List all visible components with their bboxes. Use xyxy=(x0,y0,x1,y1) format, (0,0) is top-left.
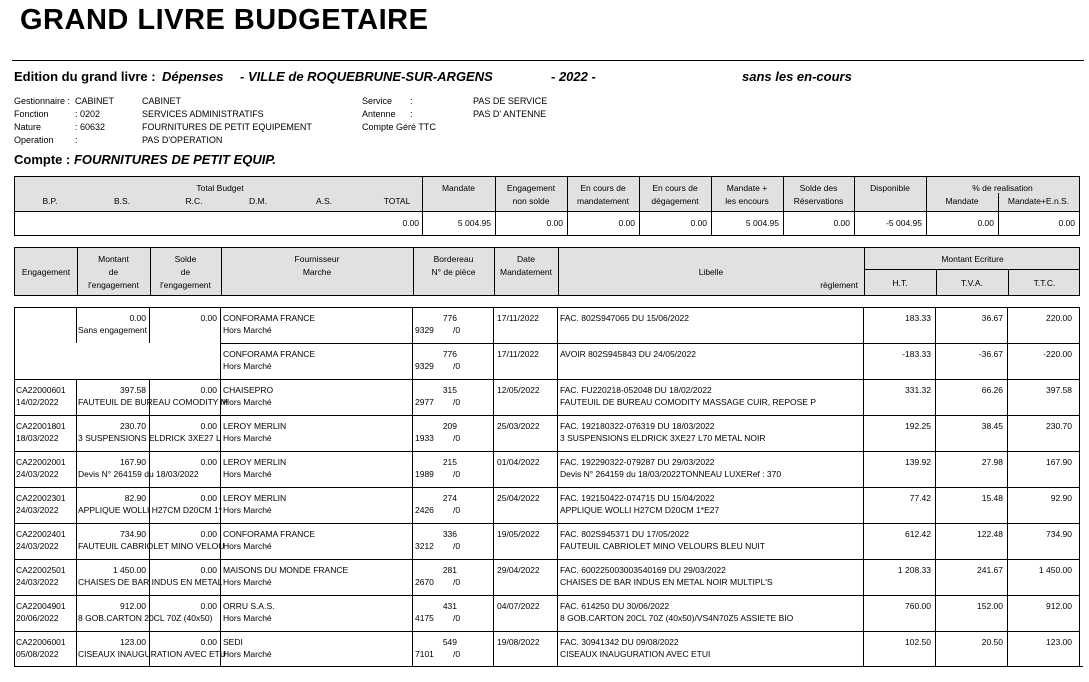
hdr-encours-mand-2: mandatement xyxy=(577,196,629,206)
cell-montant: 912.00 xyxy=(120,601,146,611)
cell-montant: 82.90 xyxy=(124,493,146,503)
cell-ttc: 167.90 xyxy=(1046,457,1072,467)
cell-date: 17/11/2022 xyxy=(497,349,539,359)
cell-bordereau: 281 xyxy=(442,565,457,575)
cell-engagement-date: 20/06/2022 xyxy=(16,613,59,623)
cell-marche: Hors Marché xyxy=(223,361,272,371)
cell-engagement-date: 24/03/2022 xyxy=(16,505,59,515)
hdr-mandatement: Mandatement xyxy=(500,267,552,277)
cell-montant-libelle: CISEAUX INAUGURATION AVEC ETU xyxy=(78,649,226,659)
meta-right-label: Compte Géré TTC xyxy=(362,122,436,132)
val-disponible: -5 004.95 xyxy=(886,218,922,228)
hdr-montant-ecriture: Montant Ecriture xyxy=(941,254,1004,264)
cell-montant-libelle: FAUTEUIL DE BUREAU COMODITY M xyxy=(78,397,228,407)
table-row[interactable] xyxy=(14,487,1079,523)
cell-montant-libelle: Sans engagement xyxy=(78,325,147,335)
cell-fournisseur: CONFORAMA FRANCE xyxy=(223,529,316,539)
cell-piece-suffix: /0 xyxy=(453,433,461,443)
hdr-montant-2: de xyxy=(108,267,119,277)
hdr-solde-res-2: Réservations xyxy=(793,196,844,206)
cell-tva: -36.67 xyxy=(978,349,1003,359)
cell-piece: 9329 xyxy=(415,361,434,371)
hdr-bordereau: Bordereau xyxy=(433,254,474,264)
hdr-bs: B.S. xyxy=(113,196,131,206)
cell-libelle-2: 3 SUSPENSIONS ELDRICK 3XE27 L70 METAL NOIR xyxy=(560,433,766,443)
cell-bordereau: 431 xyxy=(442,601,457,611)
hdr-montant-1: Montant xyxy=(98,254,129,264)
cell-marche: Hors Marché xyxy=(223,505,272,515)
hdr-mandate: Mandate xyxy=(441,183,476,193)
cell-fournisseur: CHAISEPRO xyxy=(223,385,274,395)
edition-annee: - 2022 - xyxy=(551,69,596,84)
cell-piece: 2426 xyxy=(415,505,434,515)
hdr-ttc: T.T.C. xyxy=(1033,278,1056,288)
meta-right-label: Service xyxy=(362,96,393,106)
page-title: GRAND LIVRE BUDGETAIRE xyxy=(20,4,429,36)
cell-bordereau: 274 xyxy=(442,493,457,503)
cell-piece-suffix: /0 xyxy=(453,505,461,515)
cell-engagement: CA22002301 xyxy=(16,493,66,503)
cell-libelle: FAC. 600225003003540169 DU 29/03/2022 xyxy=(560,565,726,575)
meta-left-code: : 0202 xyxy=(75,109,101,119)
val-pct-mandate: 0.00 xyxy=(977,218,994,228)
cell-tva: 36.67 xyxy=(981,313,1003,323)
cell-engagement: CA22000601 xyxy=(16,385,66,395)
meta-right-colon: : xyxy=(410,109,413,119)
cell-ttc: 123.00 xyxy=(1046,637,1072,647)
cell-montant-libelle: APPLIQUE WOLLI H27CM D20CM 1* xyxy=(78,505,223,515)
cell-bordereau: 776 xyxy=(442,313,457,323)
meta-right-value: PAS D' ANTENNE xyxy=(473,109,547,119)
cell-tva: 241.67 xyxy=(977,565,1003,575)
cell-bordereau: 776 xyxy=(442,349,457,359)
cell-solde: 0.00 xyxy=(200,565,217,575)
cell-solde: 0.00 xyxy=(200,601,217,611)
cell-ht: -183.33 xyxy=(902,349,931,359)
cell-libelle: FAC. 192180322-076319 DU 18/03/2022 xyxy=(560,421,715,431)
table-row[interactable] xyxy=(14,595,1079,631)
cell-libelle: FAC. 192290322-079287 DU 29/03/2022 xyxy=(560,457,715,467)
cell-marche: Hors Marché xyxy=(223,469,272,479)
meta-left-code: CABINET xyxy=(75,96,115,106)
cell-engagement-date: 05/08/2022 xyxy=(16,649,59,659)
cell-ttc: 230.70 xyxy=(1046,421,1072,431)
cell-fournisseur: LEROY MERLIN xyxy=(223,421,287,431)
cell-libelle-2: FAUTEUIL CABRIOLET MINO VELOURS BLEU NUIT xyxy=(560,541,765,551)
cell-engagement: CA22002401 xyxy=(16,529,66,539)
hdr-mandate-plus-2: les encours xyxy=(725,196,769,206)
val-encours-deg: 0.00 xyxy=(690,218,707,228)
cell-ttc: -220.00 xyxy=(1043,349,1072,359)
hdr-encours-deg: En cours de xyxy=(652,183,698,193)
val-total: 0.00 xyxy=(402,218,419,228)
cell-ht: 760.00 xyxy=(905,601,931,611)
cell-engagement-date: 24/03/2022 xyxy=(16,577,59,587)
cell-engagement-date: 14/02/2022 xyxy=(16,397,59,407)
cell-ttc: 912.00 xyxy=(1046,601,1072,611)
cell-ttc: 92.90 xyxy=(1050,493,1072,503)
hdr-marche: Marche xyxy=(302,267,332,277)
ledger-body xyxy=(14,307,1083,667)
cell-libelle-2: APPLIQUE WOLLI H27CM D20CM 1*E27 xyxy=(560,505,720,515)
cell-montant-libelle: CHAISES DE BAR INDUS EN METAL xyxy=(78,577,223,587)
cell-engagement: CA22006001 xyxy=(16,637,66,647)
meta-right-label: Antenne xyxy=(362,109,396,119)
meta-left-value: SERVICES ADMINISTRATIFS xyxy=(142,109,264,119)
cell-solde: 0.00 xyxy=(200,637,217,647)
cell-libelle: FAC. FU220218-052048 DU 18/02/2022 xyxy=(560,385,712,395)
cell-montant: 123.00 xyxy=(120,637,146,647)
cell-ht: 102.50 xyxy=(905,637,931,647)
cell-tva: 27.98 xyxy=(981,457,1003,467)
cell-marche: Hors Marché xyxy=(223,541,272,551)
cell-fournisseur: ORRU S.A.S. xyxy=(223,601,275,611)
cell-piece-suffix: /0 xyxy=(453,469,461,479)
table-row[interactable] xyxy=(14,415,1079,451)
meta-left-value: PAS D'OPERATION xyxy=(142,135,223,145)
cell-piece: 2670 xyxy=(415,577,434,587)
meta-right-value: PAS DE SERVICE xyxy=(473,96,548,106)
hdr-disponible: Disponible xyxy=(870,183,910,193)
cell-ttc: 734.90 xyxy=(1046,529,1072,539)
hdr-ht: H.T. xyxy=(892,278,908,288)
hdr-pct-mandate-ens: Mandate+E.n.S. xyxy=(1007,196,1070,206)
cell-marche: Hors Marché xyxy=(223,397,272,407)
hdr-montant-3: l'engagement xyxy=(88,280,139,290)
cell-date: 29/04/2022 xyxy=(497,565,540,575)
cell-piece-suffix: /0 xyxy=(453,613,461,623)
cell-date: 12/05/2022 xyxy=(497,385,540,395)
cell-engagement: CA22001801 xyxy=(16,421,66,431)
table-row[interactable] xyxy=(14,631,1079,667)
meta-left-code: : xyxy=(75,135,78,145)
cell-ht: 192.25 xyxy=(905,421,931,431)
table-row[interactable] xyxy=(14,559,1079,595)
val-pct-mandate-ens: 0.00 xyxy=(1058,218,1075,228)
compte-line xyxy=(14,152,276,167)
hdr-tva: T.V.A. xyxy=(961,278,983,288)
compte-label: Compte : xyxy=(14,152,71,167)
cell-bordereau: 336 xyxy=(442,529,457,539)
cell-solde: 0.00 xyxy=(200,421,217,431)
hdr-bp: B.P. xyxy=(42,196,58,206)
cell-bordereau: 549 xyxy=(442,637,457,647)
cell-libelle-2: CHAISES DE BAR INDUS EN METAL NOIR MULTIPL'S xyxy=(560,577,773,587)
meta-left-label: Gestionnaire : xyxy=(14,96,71,106)
meta-left-value: CABINET xyxy=(142,96,182,106)
cell-libelle-2: Devis N° 264159 du 18/03/2022TONNEAU LUXERef : 370 xyxy=(560,469,782,479)
cell-montant-libelle: 3 SUSPENSIONS ELDRICK 3XE27 L xyxy=(78,433,221,443)
hdr-pct: % de realisation xyxy=(972,183,1033,193)
cell-piece-suffix: /0 xyxy=(453,541,461,551)
cell-solde: 0.00 xyxy=(200,529,217,539)
cell-bordereau: 315 xyxy=(442,385,457,395)
cell-fournisseur: CONFORAMA FRANCE xyxy=(223,313,316,323)
cell-libelle-2: 8 GOB.CARTON 20CL 70Z (40x50)/VS4N70Z5 ASSIETE BIO xyxy=(560,613,794,623)
hdr-pct-mandate: Mandate xyxy=(945,196,979,206)
hdr-solde-2: de xyxy=(180,267,191,277)
cell-date: 25/03/2022 xyxy=(497,421,540,431)
cell-ttc: 220.00 xyxy=(1046,313,1072,323)
cell-solde: 0.00 xyxy=(200,385,217,395)
meta-left-label: Fonction xyxy=(14,109,49,119)
cell-ht: 139.92 xyxy=(905,457,931,467)
cell-date: 19/08/2022 xyxy=(497,637,540,647)
cell-piece-suffix: /0 xyxy=(453,397,461,407)
cell-marche: Hors Marché xyxy=(223,649,272,659)
cell-libelle: FAC. 802S945371 DU 17/05/2022 xyxy=(560,529,690,539)
hdr-engagement-2: non solde xyxy=(512,196,550,206)
hdr-rc: R.C. xyxy=(185,196,203,206)
cell-marche: Hors Marché xyxy=(223,577,272,587)
hdr-engagement-col: Engagement xyxy=(21,267,71,277)
table-row[interactable] xyxy=(14,379,1079,415)
cell-libelle: AVOIR 802S945843 DU 24/05/2022 xyxy=(560,349,696,359)
cell-ht: 331.32 xyxy=(905,385,931,395)
cell-engagement: CA22002001 xyxy=(16,457,66,467)
val-mandate: 5 004.95 xyxy=(457,218,491,228)
hdr-solde-res: Solde des xyxy=(799,183,838,193)
cell-date: 17/11/2022 xyxy=(497,313,539,323)
cell-fournisseur: LEROY MERLIN xyxy=(223,493,287,503)
table-row[interactable] xyxy=(14,307,1079,343)
hdr-mandate-plus: Mandate + xyxy=(726,183,768,193)
cell-solde: 0.00 xyxy=(200,313,217,323)
cell-marche: Hors Marché xyxy=(223,325,272,335)
edition-collectivite: - VILLE de ROQUEBRUNE-SUR-ARGENS xyxy=(240,69,493,84)
cell-tva: 20.50 xyxy=(981,637,1003,647)
cell-tva: 152.00 xyxy=(977,601,1003,611)
cell-engagement-date: 24/03/2022 xyxy=(16,541,59,551)
hdr-total: TOTAL xyxy=(383,196,411,206)
hdr-encours-mand: En cours de xyxy=(580,183,626,193)
cell-piece: 4175 xyxy=(415,613,434,623)
cell-fournisseur: SEDI xyxy=(223,637,243,647)
hdr-solde-3: l'engagement xyxy=(160,280,211,290)
hdr-as: A.S. xyxy=(315,196,333,206)
cell-piece: 3212 xyxy=(415,541,434,551)
cell-libelle: FAC. 192150422-074715 DU 15/04/2022 xyxy=(560,493,715,503)
cell-ht: 1 208.33 xyxy=(897,565,931,575)
cell-piece-suffix: /0 xyxy=(453,361,461,371)
meta-left-label: Operation xyxy=(14,135,54,145)
title-rule xyxy=(12,60,1084,61)
cell-ht: 77.42 xyxy=(909,493,931,503)
cell-piece: 2977 xyxy=(415,397,434,407)
hdr-date: Date xyxy=(517,254,535,264)
val-solde-res: 0.00 xyxy=(833,218,850,228)
cell-libelle-2: CISEAUX INAUGURATION AVEC ETUI xyxy=(560,649,711,659)
cell-montant: 734.90 xyxy=(120,529,146,539)
table-row[interactable] xyxy=(14,451,1079,487)
table-row[interactable] xyxy=(14,523,1079,559)
budget-table xyxy=(14,176,1080,236)
cell-ttc: 397.58 xyxy=(1046,385,1072,395)
val-mandate-plus: 5 004.95 xyxy=(745,218,779,228)
hdr-engagement: Engagement xyxy=(506,183,556,193)
cell-montant: 167.90 xyxy=(120,457,146,467)
table-row[interactable] xyxy=(14,343,1079,379)
cell-montant-libelle: FAUTEUIL CABRIOLET MINO VELOU xyxy=(78,541,225,551)
cell-engagement-date: 24/03/2022 xyxy=(16,469,59,479)
hdr-dm: D.M. xyxy=(249,196,267,206)
hdr-encours-deg-2: dégagement xyxy=(651,196,699,206)
cell-ht: 612.42 xyxy=(905,529,931,539)
cell-libelle: FAC. 614250 DU 30/06/2022 xyxy=(560,601,670,611)
cell-tva: 122.48 xyxy=(977,529,1003,539)
cell-montant-libelle: Devis N° 264159 du 18/03/2022 xyxy=(78,469,199,479)
cell-bordereau: 209 xyxy=(442,421,457,431)
val-encours-mand: 0.00 xyxy=(618,218,635,228)
cell-solde: 0.00 xyxy=(200,493,217,503)
compte-value: FOURNITURES DE PETIT EQUIP. xyxy=(73,152,276,167)
cell-tva: 15.48 xyxy=(981,493,1003,503)
hdr-solde-1: Solde xyxy=(174,254,197,264)
cell-engagement-date: 18/03/2022 xyxy=(16,433,59,443)
cell-engagement: CA22002501 xyxy=(16,565,66,575)
val-engagement: 0.00 xyxy=(546,218,563,228)
cell-piece-suffix: /0 xyxy=(453,325,461,335)
cell-tva: 66.26 xyxy=(981,385,1003,395)
edition-label: Edition du grand livre : xyxy=(14,69,156,84)
cell-date: 01/04/2022 xyxy=(497,457,540,467)
edition-type: Dépenses xyxy=(162,69,224,84)
cell-libelle-2: FAUTEUIL DE BUREAU COMODITY MASSAGE CUIR, REPOSE P xyxy=(560,397,816,407)
cell-date: 25/04/2022 xyxy=(497,493,540,503)
cell-marche: Hors Marché xyxy=(223,613,272,623)
meta-left-label: Nature xyxy=(14,122,42,132)
hdr-reglement: règlement xyxy=(820,280,858,290)
hdr-libelle: Libelle xyxy=(698,267,724,277)
ledger-header xyxy=(14,247,1080,296)
cell-libelle: FAC. 30941342 DU 09/08/2022 xyxy=(560,637,679,647)
cell-fournisseur: LEROY MERLIN xyxy=(223,457,287,467)
edition-mode: sans les en-cours xyxy=(742,69,852,84)
cell-engagement: CA22004901 xyxy=(16,601,66,611)
cell-montant: 397.58 xyxy=(120,385,146,395)
cell-fournisseur: MAISONS DU MONDE FRANCE xyxy=(223,565,349,575)
cell-ttc: 1 450.00 xyxy=(1038,565,1072,575)
cell-date: 04/07/2022 xyxy=(497,601,540,611)
cell-tva: 38.45 xyxy=(981,421,1003,431)
hdr-fournisseur: Fournisseur xyxy=(294,254,340,264)
meta-right-colon: : xyxy=(410,96,413,106)
hdr-total-budget: Total Budget xyxy=(196,183,244,193)
hdr-piece: N° de pièce xyxy=(431,267,476,277)
cell-montant: 0.00 xyxy=(129,313,146,323)
meta-left-code: : 60632 xyxy=(75,122,106,132)
cell-piece: 1989 xyxy=(415,469,434,479)
cell-date: 19/05/2022 xyxy=(497,529,540,539)
cell-bordereau: 215 xyxy=(442,457,457,467)
cell-solde: 0.00 xyxy=(200,457,217,467)
cell-libelle: FAC. 802S947065 DU 15/06/2022 xyxy=(560,313,690,323)
cell-piece-suffix: /0 xyxy=(453,577,461,587)
cell-montant: 230.70 xyxy=(120,421,146,431)
cell-piece: 9329 xyxy=(415,325,434,335)
meta-left-value: FOURNITURES DE PETIT EQUIPEMENT xyxy=(142,122,312,132)
cell-piece-suffix: /0 xyxy=(453,649,461,659)
cell-montant: 1 450.00 xyxy=(112,565,146,575)
cell-piece: 7101 xyxy=(415,649,434,659)
cell-marche: Hors Marché xyxy=(223,433,272,443)
cell-montant-libelle: 8 GOB.CARTON 20CL 70Z (40x50) xyxy=(78,613,213,623)
cell-fournisseur: CONFORAMA FRANCE xyxy=(223,349,316,359)
cell-piece: 1933 xyxy=(415,433,434,443)
cell-ht: 183.33 xyxy=(905,313,931,323)
